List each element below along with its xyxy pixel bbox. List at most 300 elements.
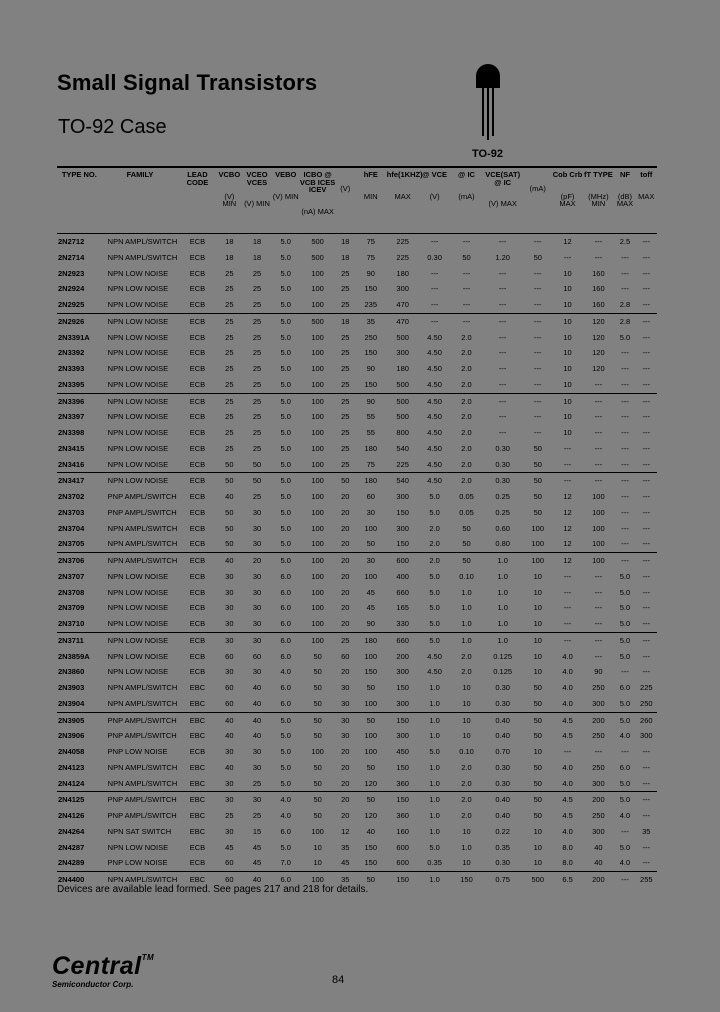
spec-cell: 30 (225, 587, 234, 597)
spec-cell: ECB (189, 603, 206, 613)
spec-cell: 50 (355, 872, 387, 888)
spec-cell: 25 (341, 348, 350, 358)
spec-cell: 100 (364, 731, 378, 741)
table-row (57, 330, 657, 346)
spec-cell: 100 (311, 268, 324, 278)
column-header-unit: MIN (363, 191, 378, 201)
spec-cell: 500 (387, 393, 419, 409)
spec-cell: 50 (533, 698, 542, 708)
spec-cell: --- (621, 443, 629, 453)
spec-cell: 12 (563, 492, 572, 502)
spec-cell: 0.35 (427, 858, 442, 868)
spec-cell: 300 (396, 667, 409, 677)
spec-cell: 1.0 (429, 698, 440, 708)
spec-cell: 1.0 (482, 553, 522, 569)
spec-cell: 10 (462, 826, 471, 836)
spec-cell: 1.0 (482, 632, 522, 648)
spec-cell: 2.0 (461, 332, 472, 342)
spec-cell: 10 (563, 379, 572, 389)
spec-cell: 2.0 (461, 443, 472, 453)
family-cell: NPN AMPL/SWITCH (102, 872, 179, 888)
spec-cell: ECB (189, 268, 206, 278)
family-cell: NPN LOW NOISE (107, 571, 169, 581)
spec-cell: 235 (364, 300, 378, 310)
spec-cell: 2.0 (429, 539, 440, 549)
spec-cell: 180 (355, 632, 387, 648)
spec-cell: 45 (366, 603, 375, 613)
column-header (57, 167, 102, 234)
column-header (300, 167, 336, 234)
spec-cell: 5.0 (280, 842, 291, 852)
spec-cell: 30 (225, 619, 234, 629)
family-cell: NPN SAT SWITCH (107, 826, 172, 836)
spec-cell: 90 (366, 619, 375, 629)
spec-cell: 45 (252, 842, 262, 852)
spec-cell: 100 (311, 539, 324, 549)
spec-cell: 500 (523, 872, 553, 888)
spec-cell: 25 (341, 412, 350, 422)
spec-cell: 150 (364, 667, 378, 677)
type-number-cell: 2N3391A (58, 332, 90, 342)
spec-cell: 45 (252, 858, 262, 868)
column-header-unit: (V) MIN (272, 191, 299, 201)
family-cell: PNP LOW NOISE (107, 858, 168, 868)
spec-cell: 150 (396, 539, 409, 549)
spec-cell: 50 (462, 539, 471, 549)
family-cell: NPN LOW NOISE (107, 459, 169, 469)
spec-cell: 5.0 (619, 603, 631, 613)
table-row (57, 712, 657, 728)
type-number-cell: 2N3709 (58, 603, 85, 613)
spec-cell: 540 (387, 473, 419, 489)
column-header (386, 167, 423, 234)
spec-cell: 10 (563, 284, 572, 294)
spec-cell: 4.5 (562, 731, 573, 741)
column-header-label: FAMILY (126, 170, 154, 179)
spec-cell: 10 (553, 313, 583, 329)
spec-cell: 10 (523, 632, 553, 648)
spec-cell: 0.30 (495, 858, 510, 868)
spec-cell: 45 (341, 858, 350, 868)
spec-cell: 10 (533, 603, 542, 613)
spec-cell: 40 (594, 842, 603, 852)
spec-cell: --- (636, 473, 657, 489)
spec-cell: 2.0 (461, 379, 472, 389)
spec-cell: 25 (341, 459, 350, 469)
spec-cell: 60 (341, 651, 350, 661)
spec-cell: 600 (387, 553, 419, 569)
spec-cell: 50 (225, 507, 234, 517)
column-header-label: @ VCE (422, 170, 447, 179)
spec-cell: 120 (364, 778, 378, 788)
spec-cell: 5.0 (280, 762, 291, 772)
spec-cell: 40 (242, 712, 272, 728)
spec-cell: 360 (396, 778, 409, 788)
spec-cell: 40 (217, 712, 243, 728)
spec-cell: 4.50 (427, 651, 442, 661)
spec-cell: --- (642, 284, 651, 294)
spec-cell: --- (642, 300, 651, 310)
spec-cell: 25 (242, 313, 272, 329)
column-header (553, 167, 583, 234)
spec-cell: 30 (341, 683, 350, 693)
spec-cell: --- (642, 587, 651, 597)
spec-cell: 25 (252, 284, 262, 294)
spec-cell: --- (594, 619, 603, 629)
spec-cell: 100 (592, 539, 605, 549)
spec-cell: 330 (396, 619, 409, 629)
spec-cell: 2.0 (461, 651, 472, 661)
spec-cell: 12 (553, 234, 583, 250)
spec-cell: 50 (366, 762, 375, 772)
spec-cell: --- (621, 428, 629, 438)
spec-cell: 225 (396, 459, 409, 469)
spec-cell: 50 (366, 683, 375, 693)
spec-cell: 25 (252, 300, 262, 310)
spec-cell: 6.0 (280, 619, 291, 629)
spec-cell: --- (594, 603, 603, 613)
spec-cell: 90 (366, 364, 375, 374)
spec-cell: 2.0 (461, 459, 472, 469)
type-number-cell: 2N4126 (58, 811, 85, 821)
spec-cell: 100 (311, 364, 324, 374)
spec-cell: 18 (252, 252, 262, 262)
spec-cell: 400 (396, 571, 409, 581)
family-cell: NPN LOW NOISE (107, 300, 169, 310)
spec-cell: 300 (592, 826, 605, 836)
spec-cell: --- (582, 393, 614, 409)
spec-cell: ECB (178, 632, 216, 648)
spec-cell: --- (642, 379, 651, 389)
spec-cell: --- (621, 523, 629, 533)
column-header-unit: (dB) MAX (616, 191, 634, 208)
type-number-cell: 2N2926 (57, 313, 102, 329)
family-cell: NPN LOW NOISE (107, 651, 169, 661)
spec-cell: 100 (311, 412, 324, 422)
spec-cell: 4.0 (619, 731, 631, 741)
spec-cell: --- (534, 412, 542, 422)
spec-cell: 25 (252, 364, 262, 374)
spec-cell: 20 (341, 523, 350, 533)
spec-cell: --- (419, 234, 451, 250)
table-row (57, 776, 657, 792)
spec-cell: 5.0 (280, 459, 291, 469)
column-header-unit: (nA) MAX (301, 206, 334, 216)
spec-cell: 470 (396, 300, 409, 310)
spec-cell: ECB (178, 234, 216, 250)
spec-cell: 1.0 (497, 619, 508, 629)
spec-cell: 250 (640, 698, 653, 708)
family-cell: PNP AMPL/SWITCH (102, 712, 179, 728)
spec-cell: 100 (311, 571, 324, 581)
spec-cell: 300 (592, 698, 605, 708)
column-header-label: NF (619, 170, 630, 179)
spec-table (57, 166, 657, 888)
spec-cell: --- (642, 811, 651, 821)
table-row (57, 616, 657, 632)
spec-cell: 100 (364, 523, 378, 533)
spec-cell: 100 (592, 507, 605, 517)
family-cell: NPN LOW NOISE (107, 412, 169, 422)
spec-cell: --- (621, 284, 629, 294)
spec-cell: --- (621, 348, 629, 358)
spec-cell: 160 (396, 826, 409, 836)
spec-cell: 5.0 (280, 284, 291, 294)
table-row (57, 649, 657, 665)
spec-cell: 2.0 (451, 393, 483, 409)
table-row (57, 521, 657, 537)
spec-cell: 5.0 (419, 632, 451, 648)
spec-cell: --- (534, 332, 542, 342)
spec-cell: --- (563, 252, 572, 262)
spec-cell: 5.0 (272, 234, 300, 250)
package-label: TO-92 (472, 148, 503, 160)
spec-cell: 5.0 (280, 443, 291, 453)
column-header (614, 167, 635, 234)
spec-cell: 1.0 (419, 872, 451, 888)
spec-cell: 5.0 (280, 332, 291, 342)
spec-cell: --- (642, 762, 651, 772)
spec-cell: --- (451, 313, 483, 329)
spec-cell: --- (563, 747, 572, 757)
spec-cell: --- (642, 619, 651, 629)
spec-cell: --- (642, 268, 651, 278)
table-row (57, 840, 657, 856)
spec-cell: 0.25 (495, 507, 510, 517)
family-cell: NPN LOW NOISE (107, 364, 169, 374)
table-row (57, 792, 657, 808)
spec-cell: 30 (252, 619, 262, 629)
spec-cell: 600 (396, 842, 409, 852)
spec-cell: 20 (336, 553, 355, 569)
spec-cell: 160 (592, 268, 605, 278)
spec-cell: 25 (252, 412, 262, 422)
type-number-cell: 2N4125 (57, 792, 102, 808)
spec-cell: --- (621, 379, 629, 389)
spec-cell: 100 (364, 571, 378, 581)
spec-cell: 10 (563, 348, 572, 358)
type-number-cell: 2N3415 (58, 443, 85, 453)
spec-cell: 100 (311, 459, 324, 469)
spec-cell: 100 (523, 553, 553, 569)
spec-cell: 5.0 (619, 698, 631, 708)
type-number-cell: 2N3904 (58, 698, 85, 708)
family-cell: NPN LOW NOISE (102, 393, 179, 409)
spec-cell: 18 (336, 234, 355, 250)
family-cell: NPN LOW NOISE (107, 379, 169, 389)
spec-cell: 18 (217, 234, 243, 250)
spec-cell: 75 (366, 252, 375, 262)
table-row (57, 728, 657, 744)
spec-cell: 25 (242, 393, 272, 409)
spec-cell: 55 (366, 412, 375, 422)
spec-cell: 0.30 (495, 443, 510, 453)
type-number-cell: 2N2712 (57, 234, 102, 250)
spec-cell: --- (621, 539, 629, 549)
spec-cell: 25 (341, 268, 350, 278)
family-cell: NPN LOW NOISE (107, 284, 169, 294)
spec-cell: --- (642, 539, 651, 549)
spec-cell: EBC (189, 731, 206, 741)
spec-cell: 10 (563, 332, 572, 342)
spec-cell: 1.0 (497, 603, 508, 613)
spec-cell: 18 (242, 234, 272, 250)
spec-cell: 10 (462, 858, 471, 868)
spec-cell: 300 (396, 698, 409, 708)
spec-cell: 20 (242, 553, 272, 569)
to92-package-icon (468, 56, 508, 146)
spec-cell: 0.10 (459, 571, 474, 581)
spec-cell: 0.30 (482, 473, 522, 489)
spec-cell: 5.0 (272, 553, 300, 569)
table-row (57, 585, 657, 601)
spec-cell: 225 (396, 252, 409, 262)
family-cell: PNP AMPL/SWITCH (107, 507, 177, 517)
spec-cell: 0.30 (495, 683, 510, 693)
spec-cell: 4.0 (272, 792, 300, 808)
spec-cell: 25 (225, 348, 234, 358)
family-cell: NPN LOW NOISE (107, 332, 169, 342)
spec-cell: 20 (341, 603, 350, 613)
column-header-label: ICBO @ VCB ICES ICEV (299, 170, 336, 194)
spec-cell: 50 (533, 492, 542, 502)
column-header-unit: (V) (429, 191, 440, 201)
spec-cell: 4.0 (619, 811, 631, 821)
spec-cell: 10 (462, 683, 471, 693)
spec-cell: 225 (387, 234, 419, 250)
spec-cell: 40 (366, 826, 375, 836)
spec-cell: 150 (396, 683, 409, 693)
spec-cell: 5.0 (429, 603, 440, 613)
spec-cell: 25 (341, 379, 350, 389)
spec-cell: 25 (252, 379, 262, 389)
spec-cell: 100 (311, 523, 324, 533)
spec-cell: --- (636, 234, 657, 250)
logo-tm: TM (141, 953, 155, 962)
spec-cell: 180 (396, 268, 409, 278)
spec-cell: 2.8 (619, 300, 631, 310)
spec-cell: 0.125 (493, 651, 513, 661)
spec-cell: 30 (252, 539, 262, 549)
type-number-cell: 2N3705 (58, 539, 85, 549)
spec-cell: 500 (396, 379, 409, 389)
spec-cell: 5.0 (272, 313, 300, 329)
spec-cell: 50 (225, 523, 234, 533)
spec-cell: 100 (592, 492, 605, 502)
spec-cell: 6.0 (619, 683, 631, 693)
type-number-cell: 2N3710 (58, 619, 85, 629)
family-cell: NPN AMPL/SWITCH (102, 234, 179, 250)
spec-cell: ECB (189, 252, 206, 262)
spec-cell: 2.0 (451, 473, 483, 489)
spec-cell: 30 (225, 571, 234, 581)
spec-cell: 0.22 (495, 826, 510, 836)
spec-cell: 100 (531, 539, 545, 549)
type-number-cell: 2N3903 (58, 683, 85, 693)
spec-cell: 100 (300, 393, 336, 409)
table-row (57, 441, 657, 457)
spec-cell: --- (498, 379, 507, 389)
family-cell: NPN AMPL/SWITCH (107, 252, 178, 262)
spec-cell: 180 (355, 473, 387, 489)
spec-cell: 50 (523, 712, 553, 728)
spec-cell: --- (594, 428, 603, 438)
spec-cell: 0.125 (493, 667, 513, 677)
spec-cell: 4.0 (280, 667, 291, 677)
spec-cell: ECB (178, 393, 216, 409)
spec-cell: 50 (533, 731, 542, 741)
spec-cell: ECB (189, 667, 206, 677)
spec-cell: 10 (563, 412, 572, 422)
spec-cell: 5.0 (280, 523, 291, 533)
spec-cell: 0.40 (482, 792, 522, 808)
spec-cell: 1.0 (419, 712, 451, 728)
family-cell: PNP LOW NOISE (107, 747, 168, 757)
spec-cell: 15 (252, 826, 262, 836)
spec-cell: EBC (189, 826, 206, 836)
spec-cell: --- (563, 571, 572, 581)
spec-cell: 10 (533, 651, 542, 661)
spec-cell: 12 (563, 523, 572, 533)
spec-cell: 660 (396, 587, 409, 597)
spec-cell: 0.70 (495, 747, 510, 757)
table-row (57, 473, 657, 489)
spec-cell: 100 (531, 523, 545, 533)
footnote: Devices are available lead formed. See pages 217 and 218 for details. (57, 884, 369, 895)
spec-cell: 30 (242, 792, 272, 808)
spec-cell: 50 (533, 507, 542, 517)
spec-cell: 1.0 (429, 731, 440, 741)
spec-cell: 30 (252, 587, 262, 597)
spec-cell: ECB (189, 571, 206, 581)
spec-cell: 450 (396, 747, 409, 757)
spec-cell: --- (614, 393, 635, 409)
spec-cell: 100 (311, 332, 324, 342)
spec-cell: 30 (252, 571, 262, 581)
spec-cell: --- (563, 603, 572, 613)
spec-cell: 25 (336, 632, 355, 648)
spec-cell: 5.0 (619, 587, 631, 597)
spec-cell: 20 (341, 507, 350, 517)
table-row (57, 744, 657, 760)
type-number-cell: 2N2924 (58, 284, 85, 294)
spec-cell: --- (621, 268, 629, 278)
spec-cell: --- (642, 571, 651, 581)
spec-cell: 90 (594, 667, 603, 677)
spec-cell: 260 (636, 712, 657, 728)
spec-cell: 60 (225, 698, 234, 708)
table-row (57, 266, 657, 282)
spec-cell: 30 (225, 778, 234, 788)
family-cell: NPN LOW NOISE (107, 268, 169, 278)
spec-cell: 1.0 (429, 683, 440, 693)
spec-cell: ECB (189, 332, 206, 342)
spec-cell: 2.0 (461, 762, 472, 772)
spec-cell: 25 (341, 428, 350, 438)
type-number-cell: 2N3392 (58, 348, 85, 358)
spec-cell: 150 (364, 284, 378, 294)
spec-cell: 6.0 (280, 603, 291, 613)
spec-cell: --- (636, 553, 657, 569)
spec-cell: 50 (462, 523, 471, 533)
spec-cell: --- (621, 364, 629, 374)
spec-cell: 5.0 (272, 473, 300, 489)
spec-cell: 10 (533, 826, 542, 836)
page-number: 84 (332, 974, 345, 986)
spec-cell: --- (482, 313, 522, 329)
table-row (57, 489, 657, 505)
spec-cell: --- (642, 348, 651, 358)
